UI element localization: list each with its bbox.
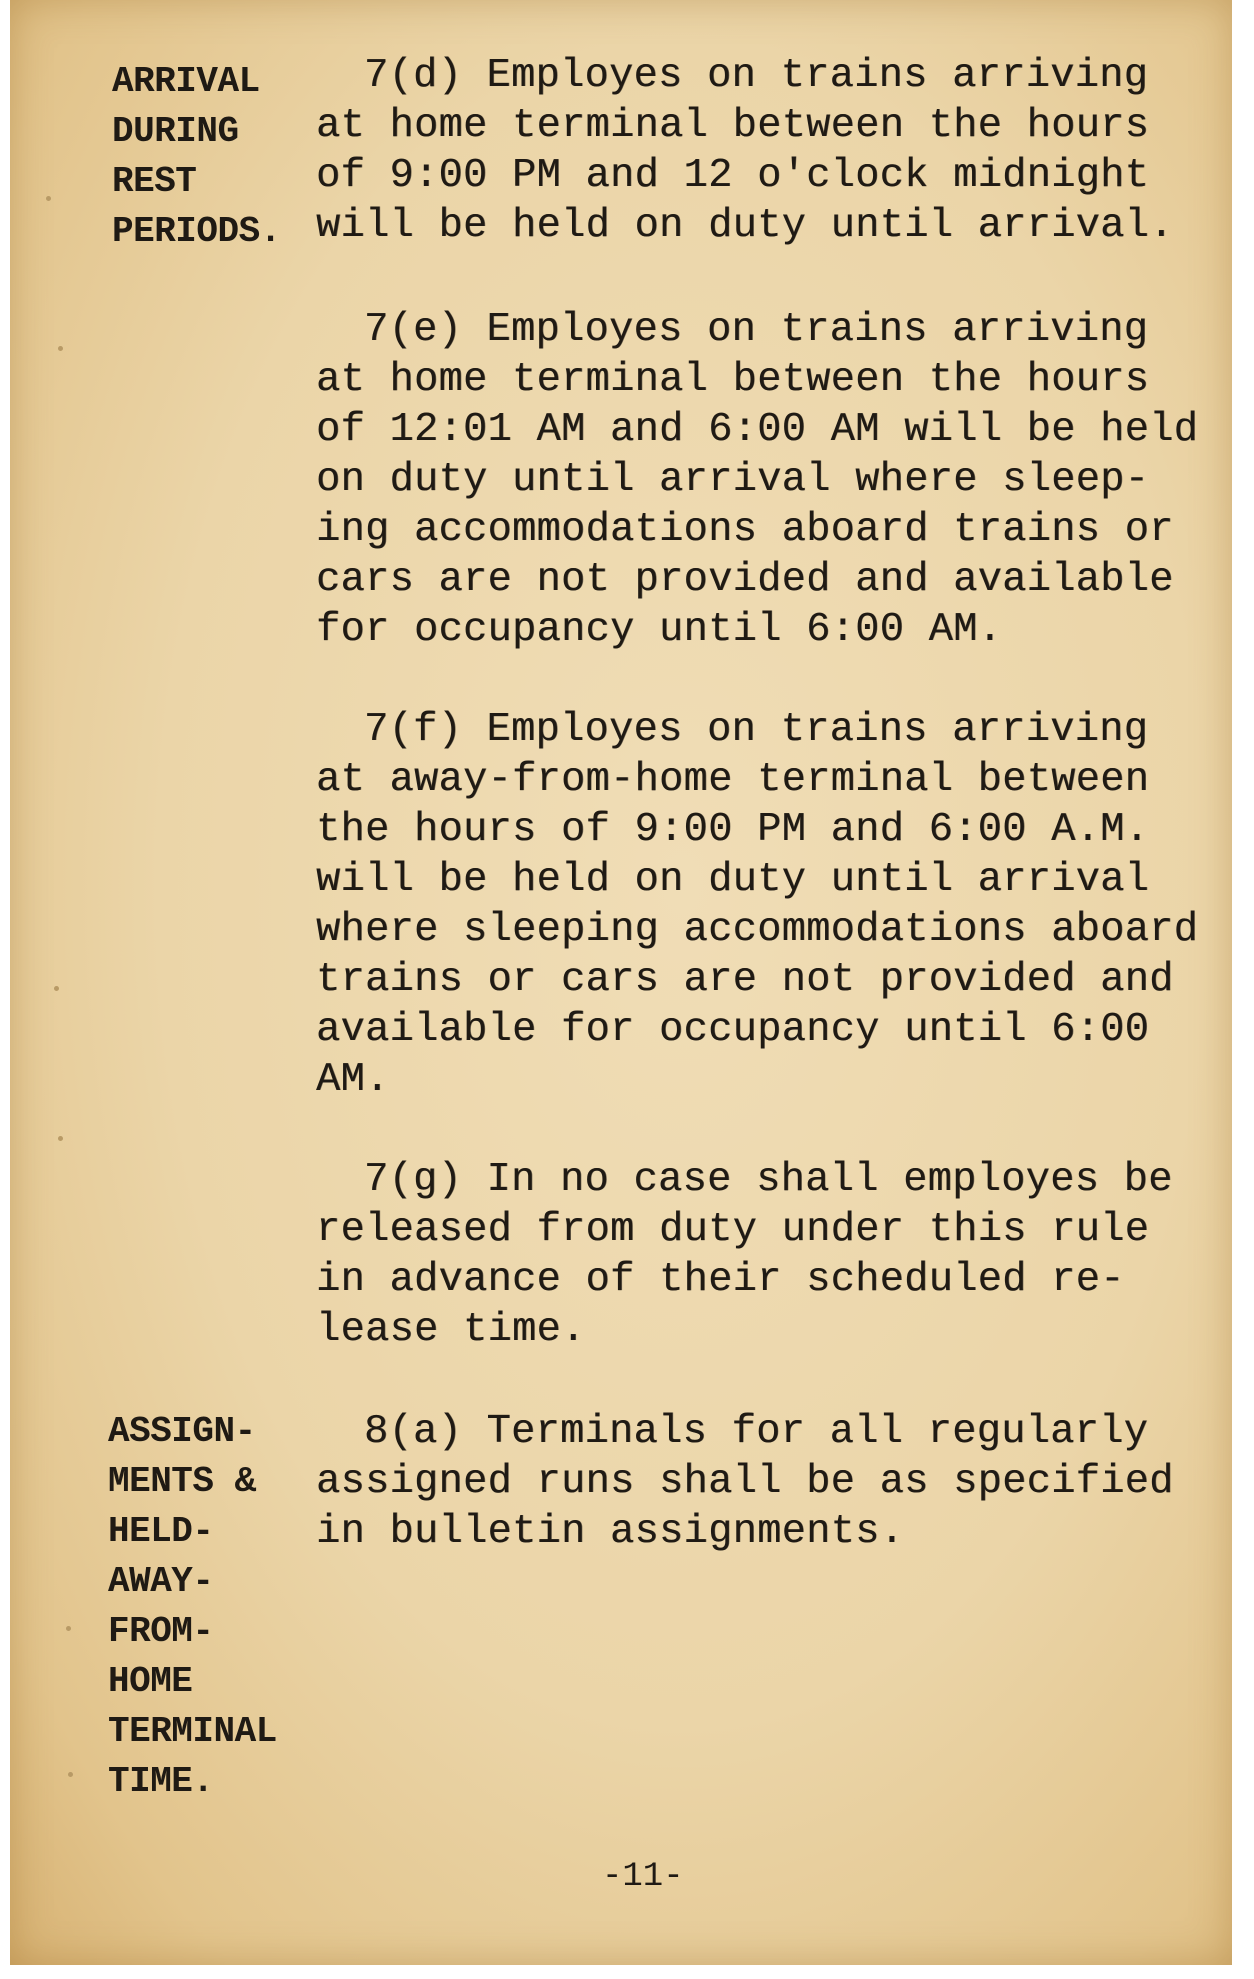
text-line: will be held on duty until arrival	[316, 857, 1150, 903]
side-heading-line: HELD-	[108, 1511, 214, 1552]
text-line: lease time.	[316, 1307, 586, 1353]
page-number: -11-	[602, 1858, 684, 1896]
text-line: 7(d) Employes on trains arriving	[364, 53, 1149, 99]
side-heading-line: ASSIGN-	[108, 1411, 256, 1452]
text-line: cars are not provided and available	[316, 557, 1174, 603]
text-line: at away-from-home terminal between	[316, 757, 1150, 803]
side-heading-line: DURING	[112, 111, 239, 152]
text-line: ing accommodations aboard trains or	[316, 507, 1174, 553]
side-heading-line: TIME.	[108, 1761, 214, 1802]
text-line: for occupancy until 6:00 AM.	[316, 607, 1003, 653]
text-line: 7(f) Employes on trains arriving	[364, 707, 1149, 753]
binding-mark	[68, 1772, 73, 1777]
text-line: trains or cars are not provided and	[316, 957, 1174, 1003]
text-line: available for occupancy until 6:00	[316, 1007, 1150, 1053]
side-heading-line: TERMINAL	[108, 1711, 277, 1752]
side-heading-line: MENTS &	[108, 1461, 256, 1502]
text-line: assigned runs shall be as specified	[316, 1459, 1174, 1505]
typed-page	[10, 0, 1232, 1965]
text-line: the hours of 9:00 PM and 6:00 A.M.	[316, 807, 1150, 853]
side-heading-line: REST	[112, 161, 197, 202]
side-heading-line: FROM-	[108, 1611, 214, 1652]
side-heading-line: PERIODS.	[112, 211, 281, 252]
binding-mark	[66, 1626, 71, 1631]
text-line: at home terminal between the hours	[316, 357, 1150, 403]
side-heading-line: AWAY-	[108, 1561, 214, 1602]
binding-mark	[58, 346, 63, 351]
text-line: in advance of their scheduled re-	[316, 1257, 1125, 1303]
text-line: in bulletin assignments.	[316, 1509, 905, 1555]
text-line: on duty until arrival where sleep-	[316, 457, 1150, 503]
text-line: 8(a) Terminals for all regularly	[364, 1409, 1149, 1455]
text-line: AM.	[316, 1057, 390, 1103]
text-line: 7(g) In no case shall employes be	[364, 1157, 1173, 1203]
text-line: where sleeping accommodations aboard	[316, 907, 1199, 953]
text-line: of 12:01 AM and 6:00 AM will be held	[316, 407, 1199, 453]
text-line: of 9:00 PM and 12 o'clock midnight	[316, 153, 1150, 199]
text-line: 7(e) Employes on trains arriving	[364, 307, 1149, 353]
side-heading-line: HOME	[108, 1661, 193, 1702]
text-line: released from duty under this rule	[316, 1207, 1150, 1253]
text-line: at home terminal between the hours	[316, 103, 1150, 149]
text-line: will be held on duty until arrival.	[316, 203, 1174, 249]
binding-mark	[58, 1136, 63, 1141]
side-heading-line: ARRIVAL	[112, 61, 260, 102]
binding-mark	[54, 986, 59, 991]
binding-mark	[46, 196, 51, 201]
